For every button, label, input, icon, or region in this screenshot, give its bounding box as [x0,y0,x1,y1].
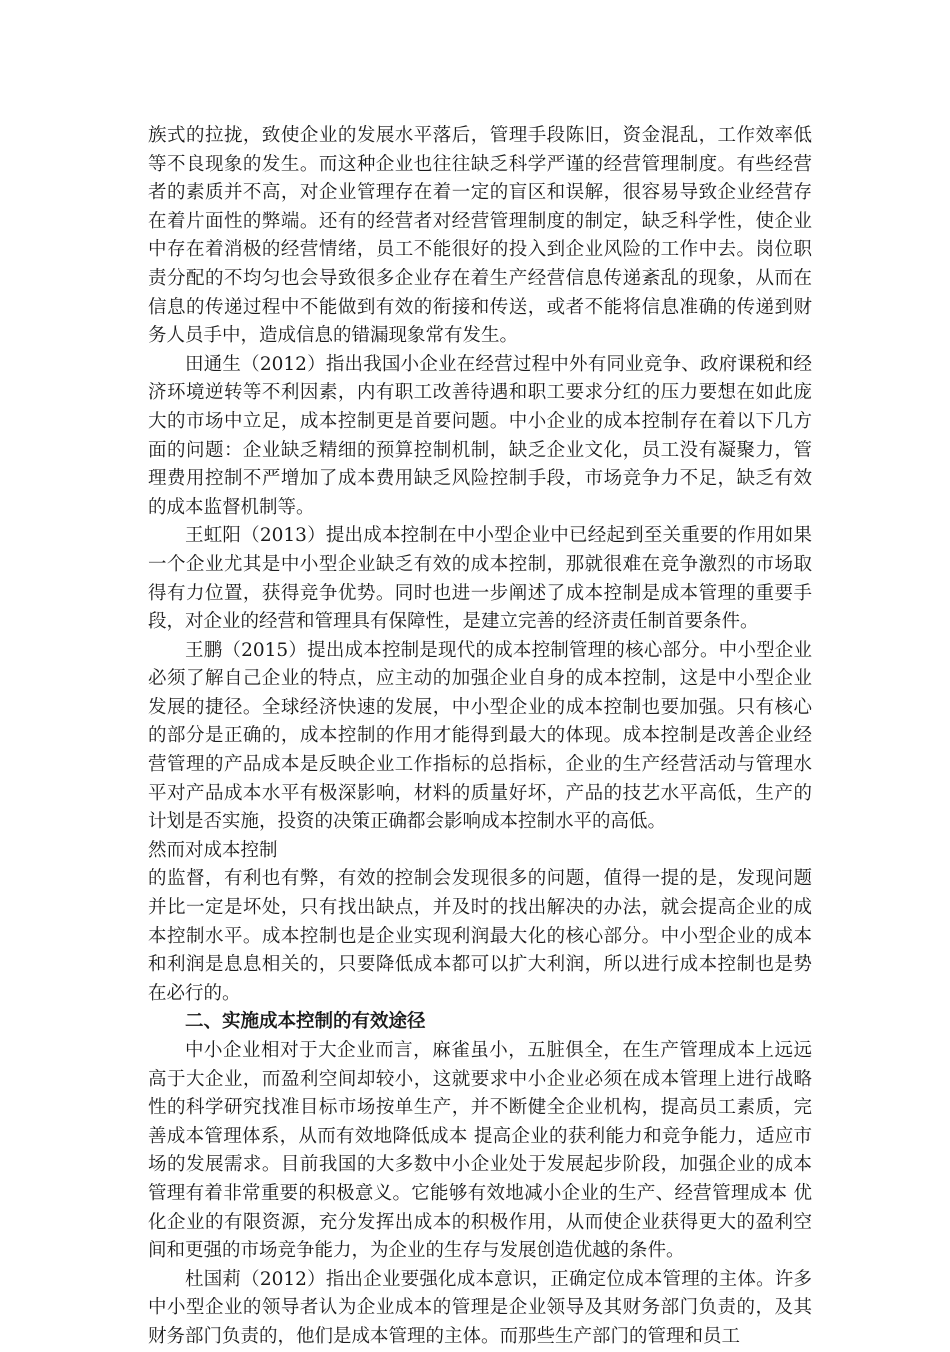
paragraph-fragment-cost-control: 然而对成本控制 [148,839,278,861]
paragraph-sme-comparison: 中小企业相对于大企业而言，麻雀虽小，五脏俱全，在生产管理成本上远远高于大企业，而盈利空间却较小，这就要求中小企业必须在成本管理上进行战略性的科学研究找准目标市场按单生产，并不断健全企业机构，提高员工素质，完善成本管理体系，从而有效地降低成本 提高企业的获利能力和竞争能力，适应市场的发展需求。目前我国的大多数中小企业处于发展起步阶段，加强企业的成本管理有着非常重要的积极意义。它能够有效地减小企业的生产、经营管理成本 优化企业的有限资源，充分发挥出成本的积极作用，从而使企业获得更大的盈利空间和更强的市场竞争能力，为企业的生存与发展创造优越的条件。 [148,1040,812,1262]
paragraph-wang-hongyang: 王虹阳（2013）提出成本控制在中小型企业中已经起到至关重要的作用如果一个企业尤其是中小型企业缺乏有效的成本控制，那就很难在竞争激烈的市场取得有力位置，获得竞争优势。同时也进一步阐述了成本控制是成本管理的重要手段，对企业的经营和管理具有保障性，是建立完善的经济责任制首要条件。 [148,525,812,633]
paragraph-family-style: 族式的拉拢，致使企业的发展水平落后，管理手段陈旧，资金混乱，工作效率低等不良现象的发生。而这种企业也往往缺乏科学严谨的经营管理制度。有些经营者的素质并不高，对企业管理存在着一定的盲区和误解，很容易导致企业经营存在着片面性的弊端。还有的经营者对经营管理制度的制定，缺乏科学性，使企业中存在着消极的经营情绪，员工不能很好的投入到企业风险的工作中去。岗位职责分配的不均匀也会导致很多企业存在着生产经营信息传递紊乱的现象，从而在信息的传递过程中不能做到有效的衔接和传送，或者不能将信息准确的传递到财务人员手中，造成信息的错漏现象常有发生。 [148,125,812,347]
section-heading: 二、实施成本控制的有效途径 [185,1011,426,1033]
document-body [148,122,812,1352]
paragraph-du-guoli: 杜国莉（2012）指出企业要强化成本意识，正确定位成本管理的主体。许多中小型企业的领导者认为企业成本的管理是企业领导及其财务部门负责的，及其财务部门负责的，他们是成本管理的主体。而那些生产部门的管理和员工 [148,1268,812,1347]
paragraph-supervision: 的监督，有利也有弊，有效的控制会发现很多的问题，值得一提的是，发现问题并比一定是坏处，只有找出缺点，并及时的找出解决的办法，就会提高企业的成本控制水平。成本控制也是企业实现利润最大化的核心部分。中小型企业的成本和利润是息息相关的，只要降低成本都可以扩大利润，所以进行成本控制也是势在必行的。 [148,868,812,1004]
paragraph-wang-peng: 王鹏（2015）提出成本控制是现代的成本控制管理的核心部分。中小型企业必须了解自己企业的特点，应主动的加强企业自身的成本控制，这是中小型企业发展的捷径。全球经济快速的发展，中小型企业的成本控制也要加强。只有核心的部分是正确的，成本控制的作用才能得到最大的体现。成本控制是改善企业经营管理的产品成本是反映企业工作指标的总指标，企业的生产经营活动与管理水平对产品成本水平有极深影响，材料的质量好坏，产品的技艺水平高低，生产的计划是否实施，投资的决策正确都会影响成本控制水平的高低。 [148,639,812,833]
paragraph-tian-tongsheng: 田通生（2012）指出我国小企业在经营过程中外有同业竞争、政府课税和经济环境逆转等不利因素，内有职工改善待遇和职工要求分红的压力要想在如此庞大的市场中立足，成本控制更是首要问题。中小企业的成本控制存在着以下几方面的问题：企业缺乏精细的预算控制机制，缺乏企业文化，员工没有凝聚力，管理费用控制不严增加了成本费用缺乏风险控制手段，市场竞争力不足，缺乏有效的成本监督机制等。 [148,353,812,518]
